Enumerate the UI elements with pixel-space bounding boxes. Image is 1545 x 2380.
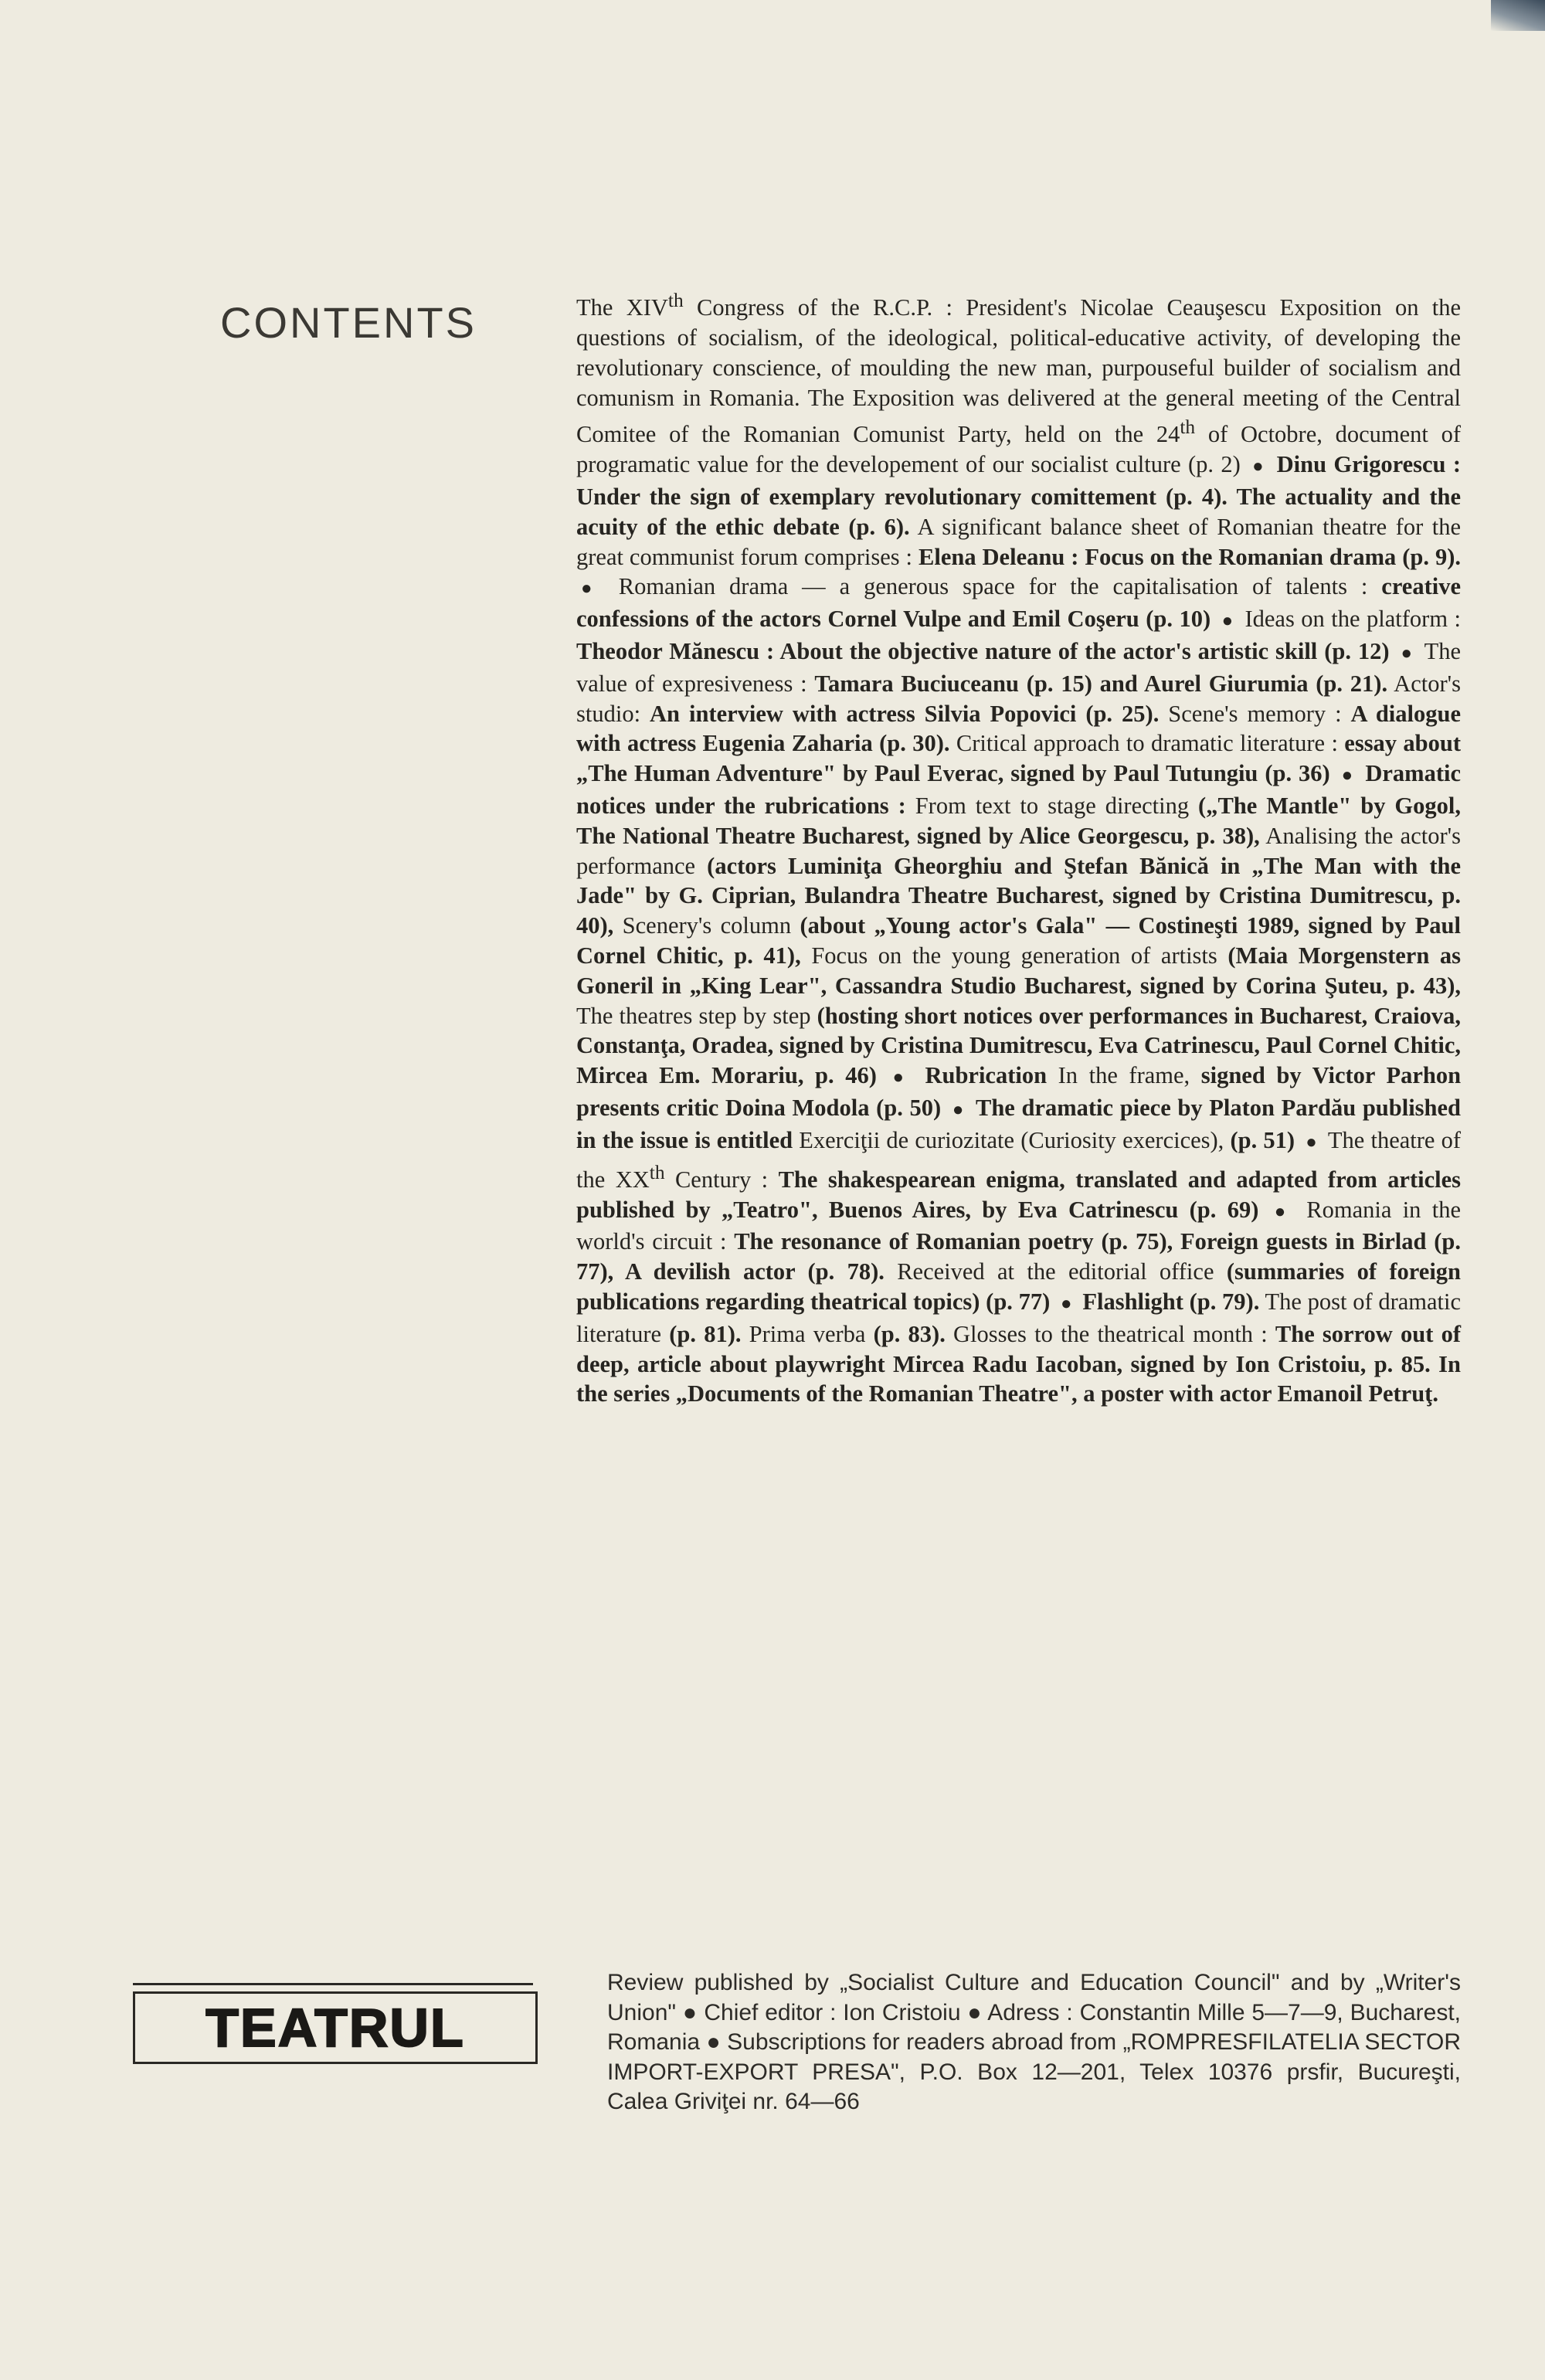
contents-heading: CONTENTS (220, 298, 477, 347)
contents-entry-bold: (about „Young actor's Gala" — Costineşti 1989, signed by Paul Cornel Chitic, p. 41), (576, 912, 1461, 969)
contents-entry-text: The post of dramatic literature (576, 1288, 1462, 1347)
contents-entry-text: Critical approach to dramatic literature : (949, 730, 1345, 757)
contents-entry-text: Exerciţii de curiozitate (Curiosity exercices), (793, 1126, 1231, 1153)
contents-entry-text: Analising the actor's performance (576, 822, 1461, 879)
contents-entry-bold: Rubrication (925, 1062, 1048, 1089)
contents-entry-text: of Octobre, document of programatic value for the developement of our socialist culture (p. 2) (576, 421, 1461, 478)
contents-body (576, 286, 1461, 1409)
contents-entry-text: Received at the editorial office (884, 1258, 1227, 1285)
contents-entry-bold: An interview with actress Silvia Popovici (p. 25). (650, 700, 1160, 727)
contents-entry-text: Romania in the world's circuit : (576, 1196, 1462, 1255)
contents-entry-text (1330, 760, 1337, 786)
contents-entry-bold: creative confessions of the actors Cornel Vulpe and Emil Coşeru (p. 10) (576, 573, 1462, 633)
contents-entry-text (1295, 1127, 1301, 1153)
teatrul-logo (133, 1991, 538, 2064)
bullet-icon: ● (952, 1100, 965, 1121)
contents-entry-bold: A dialogue with actress Eugenia Zaharia (p. 30). (576, 700, 1461, 757)
bullet-icon: ● (1341, 766, 1354, 786)
bullet-icon: ● (1274, 1201, 1291, 1222)
contents-entry-bold: The shakespearean enigma, translated and adapted from articles published by „Teatro", Buenos Aires, by Eva Catrinescu (p. 69) (576, 1166, 1461, 1223)
contents-entry-bold: (summaries of foreign publications regarding theatrical topics) (p. 77) (576, 1258, 1462, 1315)
imprint-text: Review published by „Socialist Culture and Education Council" and by „Writer's Union" ● Chief editor : Ion Cristoiu ● Adress : Constantin Mille 5—7—9, Bucharest, Romania ● Subscriptions for readers abroad from „ROMPRESFILATELIA SECTOR IMPORT-EXPORT PRESA", P.O. Box 12—201, Telex 10376 prsfir, Bucureşti, Calea Griviţei nr. 64—66 (607, 1970, 1461, 2114)
contents-entry-text: Focus on the young generation of artists (800, 942, 1228, 969)
contents-entry-bold: The sorrow out of deep, article about playwright Mircea Radu Iacoban, signed by Ion Cristoiu, p. 85. In the series „Documents of the Romanian Theatre", a poster with actor Emanoil Petruţ. (576, 1320, 1461, 1407)
contents-entry-bold: (actors Luminiţa Gheorghiu and Ştefan Bănică in „The Man with the Jade" by G. Ciprian, Bulandra Theatre Bucharest, signed by Cristina Dumitrescu, p. 40), (576, 852, 1461, 939)
contents-entry-text: A significant balance sheet of Romanian theatre for the great communist forum comprises : (576, 513, 1461, 570)
bullet-icon: ● (1306, 1132, 1318, 1153)
contents-entry-text: The theatres step by step (576, 1002, 817, 1029)
contents-entry-bold: (hosting short notices over performances in Bucharest, Craiova, Constanţa, Oradea, signed by Cristina Dumitrescu, Eva Catrinescu, Paul Cornel Chitic, Mircea Em. Morariu, p. 46) (576, 1002, 1462, 1089)
contents-entry-bold: The resonance of Romanian poetry (p. 75), Foreign guests in Birlad (p. 77), A devilish actor (p. 78). (576, 1228, 1462, 1285)
contents-entry-text: In the frame, (1047, 1062, 1201, 1089)
contents-entry-text (914, 1062, 925, 1088)
contents-entry-bold: signed by Victor Parhon presents critic Doina Modola (p. 50) (576, 1062, 1462, 1122)
contents-entry-text (877, 1062, 888, 1088)
bullet-icon: ● (1401, 643, 1414, 664)
contents-entry-text: Scene's memory : (1159, 700, 1351, 727)
contents-entry-text (941, 1095, 948, 1121)
ordinal-suffix: th (667, 290, 684, 311)
contents-entry-bold: Tamara Buciuceanu (p. 15) and Aurel Giurumia (p. 21). (814, 670, 1388, 697)
bullet-icon: ● (1221, 611, 1234, 632)
contents-entry-text: Actor's studio: (576, 670, 1461, 727)
contents-entry-text (1211, 606, 1217, 632)
contents-entry-text (1258, 1197, 1269, 1223)
contents-entry-text (1050, 1288, 1056, 1315)
bullet-icon: ● (1252, 457, 1265, 477)
contents-entry-text (969, 1095, 976, 1121)
contents-entry-text: The XIV (576, 294, 668, 321)
contents-entry-bold: (p. 83). (873, 1320, 946, 1347)
ordinal-suffix: th (649, 1161, 665, 1183)
contents-entry-bold: The dramatic piece by Platon Pardău published in the issue is entitled (576, 1095, 1462, 1153)
contents-entry-text: Ideas on the platform : (1238, 606, 1462, 633)
logo-text: TEATRUL (205, 1998, 465, 2058)
contents-entry-bold: Elena Deleanu : Focus on the Romanian drama (p. 9). (919, 543, 1462, 570)
contents-entry-bold: essay about „The Human Adventure" by Paul Everac, signed by Paul Tutungiu (p. 36) (576, 730, 1462, 787)
contents-entry-text: Prima verba (741, 1320, 874, 1347)
contents-entry-bold: Theodor Mănescu : About the objective nature of the actor's artistic skill (p. 12) (576, 638, 1390, 665)
contents-entry-bold: (p. 81). (669, 1320, 742, 1347)
ordinal-suffix: th (1180, 416, 1196, 439)
bullet-icon: ● (892, 1068, 909, 1088)
bullet-icon: ● (1061, 1293, 1072, 1314)
contents-entry-text: Scenery's column (613, 912, 800, 939)
page-corner (1491, 0, 1545, 31)
contents-entry-text: From text to stage directing (905, 793, 1199, 820)
contents-entry-text: Congress of the R.C.P. : President's Nicolae Ceauşescu Exposition on the questions of socialism, of the ideological, political-educative activity, of developing the revolutionary conscience, of moulding the new man, purpouseful builder of socialism and comunism in Romania. The Exposition was delivered at the general meeting of the Central Comitee of the Romanian Comunist Party, held on the 24 (576, 294, 1461, 448)
bullet-icon: ● (581, 579, 600, 599)
contents-entry-text: Glosses to the theatrical month : (945, 1320, 1275, 1347)
contents-entry-bold: (Maia Morgenstern as Goneril in „King Lear", Cassandra Studio Bucharest, signed by Corina Şuteu, p. 43), (576, 942, 1461, 999)
contents-entry-bold: Flashlight (p. 79). (1082, 1288, 1260, 1315)
contents-entry-bold: Dramatic notices under the rubrications : (576, 760, 1461, 820)
contents-entry-bold: Dinu Grigorescu : Under the sign of exemplary revolutionary comittement (p. 4). The actuality and the acuity of the ethic debate (p. 6). (576, 451, 1461, 540)
contents-entry-text: Century : (664, 1166, 779, 1193)
contents-entry-text: Romanian drama — a generous space for the capitalisation of talents : (604, 573, 1382, 600)
contents-entry-text: The value of expresiveness : (576, 638, 1462, 697)
contents-entry-bold: („The Mantle" by Gogol, The National Theatre Bucharest, signed by Alice Georgescu, p. 38), (576, 793, 1462, 849)
contents-entry-text: The theatre of the XX (576, 1126, 1462, 1193)
contents-entry-bold: (p. 51) (1230, 1126, 1295, 1153)
